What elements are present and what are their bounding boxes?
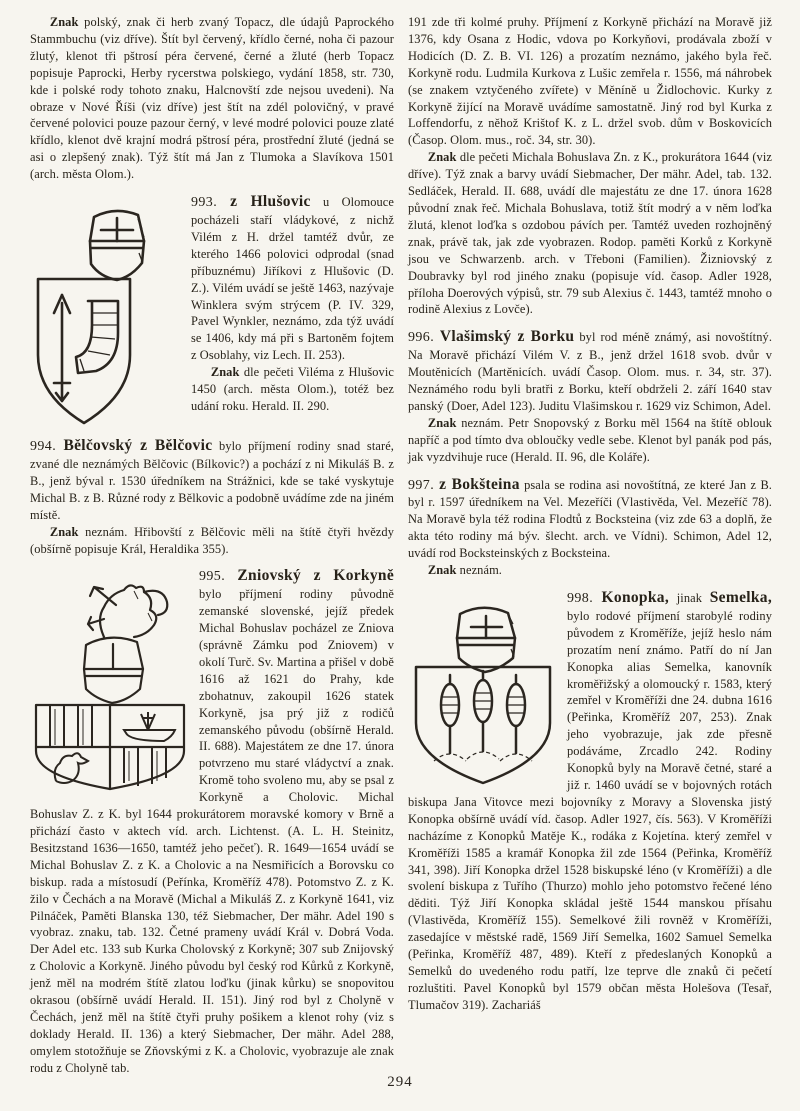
float-spacer [408,579,409,598]
right-column [408,14,772,1077]
paragraph-znak-topacz: Znak polský, znak či herb zvaný Topacz, dle údajů Paprockého Stammbuchu (viz dříve). Štít byl červený, křídlo černé, noha či pazour žlutý, klenot tři pštrosí péra červené, černé a žluté (herb Topacz popisuje Paprocki, Herby rycerstwa polskiego, vydání 1858, str. 730, kde i polské rody tohoto znaku, Halcnovští zde nejsou uvedeni). Na obraze v Nové Říši (viz dříve) jest štít na zdél polovičný, v pravé červené polovici pouze pazour černý, v levé modré polovici pouze zlaté křídlo, klenot dvě krajní modrá pštrosí péra, prostřední žluté (jedná se asi o zlepšený znak). Týž štít má Jan z Tlumoka a Slavíkova 1501 (arch. města Olom.). [30,15,394,182]
paragraph-znak-993: Znak dle pečeti Viléma z Hlušovic 1450 (arch. města Olom.), totéž bez udání roku. Herald. II. 290. [191,365,394,413]
konopka-arms-illustration [408,601,558,789]
float-spacer [30,183,31,202]
entry-997: 997. z Bokšteina psala se rodina asi novoštítná, ze které Jan z B. byl r. 1597 úředníkem na Vel. Mezeříči (Vlastivěda, Vel. Mezeříč 78). Na Moravě byla též rodina Flodtů z Bocksteina (viz zde 63 a doplň, že akta této rodiny má býv. šlecht. arch. ve Vídni). Schimon, Adel 12, uvádí rod Bocksteinských z Bocksteina. [408,475,773,561]
page-number: 294 [387,1074,413,1090]
paragraph-znak-994: Znak neznám. Hřibovští z Bělčovic měli na štítě čtyři hvězdy (obšírně popisuje Král, Heraldika 355). [30,524,394,556]
entry-998: 998. Konopka, jinak Semelka, bylo rodové příjmení starobylé rodiny původem z Kroměříže, jejíž heslo nám prozatím není známo. Patří do ní Jan Konopka alias Semelka, kanovník kroměřižský a olomoucký r. 1583, který zemřel v Kroměříži dne 24. dubna 1616 (Peřinka, Kroměříž 207, 253). Znak jeho vyobrazuje, jak zde přesně podáváme, Zrcadlo 242. Rodiny Konopků byly na Moravě četné, staré a již r. 1460 uvádí se v bojovných rotách biskupa Jana Vitovce mezi bojovníky z Moravy a Slovenska jistý Konopka obšírně uvádí víd. časop. Adler 1927, čís. 563). V Kroměříži nacházíme z Konopků Matěje K., rodáka z Kojetína. který zemřel v Kroměříži 1585 a kramář Konopka žil zde 1564 (Peřinka, Kroměříž 341, 398). Jiří Konopka držel 1528 biskupské léno (v Kroměříži) a dle svolení biskupa z Tuřího (Thurzo) mohlo jeho potomstvo řečené léno děditi. Týž Jiří Konopka skládal ještě 1544 manskou přísahu (Vlastivěda, Kroměříž 155). Semelkové žili rovněž v Kroměříži, zasedajíce v městské radě, 1569 Jiří Semelka, 1602 Samuel Semelka (Peřinka, Kroměříž 487, 489). Kteří z předeslaných Konopků a Semelků do uvedeného rodu patří, lze teprve dle znaků či pečetí rozluštiti. Pavel Konopků byl 1579 občan města Holešova (Tesař, Tlumačov 319). Zachariáš [408,589,773,1012]
float-spacer [30,557,31,576]
entry-996: 996. Vlašimský z Borku byl rod méně známý, asi novoštítný. Na Moravě přichází Vilém V. z B., jenž držel 1618 svob. dvůr v Moutěnicích (Martěnicích. uvádí Časop. Olom. mus. r. 34, str. 37). Neznámého rodu byli bratři z Borku, kteří obdrželi 2. září 1640 stav panský (Doer, Adel 123). Juditu Vlašimskou r. 1629 viz Schimon, Adel. [408,328,773,413]
paragraph-korkyne-continued: 191 zde tři kolmé pruhy. Příjmení z Korkyně přichází na Moravě již 1376, kdy Osana z Hodic, vdova po Korkyňovi, prodávala zboží v Hodicích (D. Z. B. VI. 126) a prozatím neznámo, jakého byla řeč. Korkyně rodu. Ludmila Kurkova z Lušic zemřela r. 1556, má náhrobek (se znakem vztyčeného zvířete) v Měníně u Židlochovic. Kurky z Korkyně žijící na Moravě uvádíme samostatně. Jiný rod byl Kurka z Loffendorfu, z něhož Krištof K. z L. držel svob. dům v Boskovicích (Časop. Olom. mus., roč. 34, str. 30). [408,15,772,148]
two-column-text [30,14,772,1077]
entry-995: 995. Zniovský z Korkyně bylo příjmení rodiny původně zemanské slovenské, jejíž předek Michal Bohuslav pocházel ze Zniova (správně Zámku pod Zniovem) v okolí Turč. Sv. Martina a přišel v době 1616 až 1621 do Prahy, kde zbohatnuv, zakoupil 1626 statek Korkyně, jsa prý již z rodičů zemanského původu (obšírně Herald. II. 688). Majestátem ze dne 17. února potvrzeno mu staré vládyctví a znak. Kromě toho svoleno mu, aby se psal z Korkyně a Cholovic. Michal Bohuslav Z. z K. byl 1644 prokurátorem moravské komory v Brně a přichází často v aktech víd. arch. Lichtenst. (A. L. H. Steinitz, Besitzstand 1636—1650, tamtéž jeho pečeť). R. 1649—1654 uvádí se Michal Bohuslav Z. z K. a Cholovic a na Nesmiřicích a Borovsku co biskup. rada a místosudí (Peřínka, Kroměříž 478). Potomstvo Z. z K. žilo v Čechách a na Moravě (Michal a Mikuláš Z. z Korkyně 1641, viz Pilnáček, Paměti Blanska 130, též Siebmacher, Der mähr. Adel 190 s vyobraz. znaku, tab. 132. Četné prameny uvádí Král v. Dobrá Voda. Der Adel etc. 133 sub Kurka Cholovský z Korkyně; 307 sub Znijovský z Cholovic a Korkyně. Jiného původu byl český rod Kůrků z Korkyně, jenž měl na modrém štítě zlatou loďku (jinak kůrku) se snopovitou okrasou (obšírně uvádí Herald. II. 151). Jiný rod byl z Cholyně v Čechách, jenž měl na štítě čtyři pruhy pošikem a klenot rohy (viz s doklady Herald. II. 136) a který Siebmacher, Der mähr. Adel 288, omylem stotožňuje se Zňovskými z K. a Cholovic, vyobrazuje ale znak rodu z Cholyně tab. [30,567,394,1075]
paragraph-znak-995: Znak dle pečeti Michala Bohuslava Zn. z K., prokurátora 1644 (viz dříve). Týž znak a barvy uvádí Siebmacher, Der mähr. Adel, tab. 132. Sedláček, Herald. II. 688, uvádí dle majestátu ze dne 17. února 1628 původní znak řeč. Michala Bohuslava, totiž štít modrý a v něm loďka žlutá, klenot loďka s ozdobou pávích per. Tamtéž uveden rozhojněný znak, právě tak, jak zde vyobrazen. Rodop. paměti Korků z Korkyně jsou ve Schwarzenb. arch. v Třeboni (Familien). Žizniovský z Doubravky byl rod jiného znaku (popisuje víd. časop. Adler 1928, příloha Doerových výpisů, str. 79 sub Alexius č. 1443, tamtéž mnoho o rodině Alexius z Lovče). [408,150,772,317]
zniovsky-arms-illustration [30,579,190,791]
hlusovic-arms-illustration [30,205,182,435]
entry-994: 994. Bělčovský z Bělčovic bylo příjmení rodiny snad staré, zvané dle neznámých Bělčovic (Bílkovic?) a pochází z ni Mikuláš B. z B., jenž býval r. 1530 úředníkem na Strážnici, kde se také vyskytuje Michal B. z B. Různé rody z Bělkovic a podobně uvádíme zde na jiném místě. [30,437,394,522]
paragraph-znak-997: Znak neznám. [427,563,503,578]
left-column [30,14,394,1077]
entry-993: 993. z Hlušovic u Olomouce pocházeli staří vládykové, z nichž Vilém z H. držel tamtéž dvůr, ze kterého 1466 polovici odprodal (snad příbuznému) Jiříkovi z Hlušovic (D. Z.). Vilém uvádí se ještě 1463, nazývaje Winklera svým strýcem (P. IV. 329, Pavel Wynkler, neznámo, zda týž uvádí se 1406, kdy má při s Bartoněm fojtem z Osoblahy, viz Lech. II. 253). [191,193,394,363]
paragraph-znak-996: Znak neznám. Petr Snopovský z Borku měl 1564 na štítě oblouk napříč a pod tímto dva obloučky vedle sebe. Klenot byl panák pod pás, jak vyzdvihuje ruce (Herald. II. 96, dle Koláře). [408,415,772,464]
